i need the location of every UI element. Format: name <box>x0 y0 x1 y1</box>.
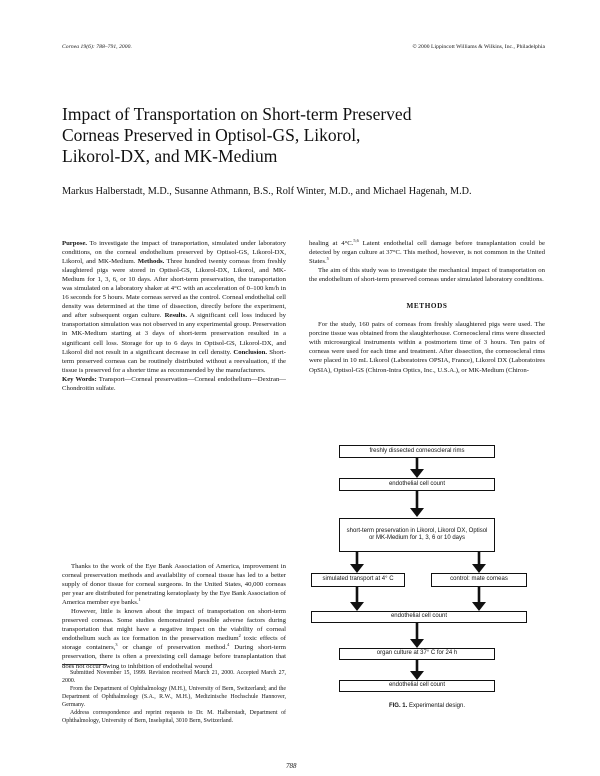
results-text: A significant cell loss induced by transportation simulation was not observed in any experimental group. Preservation in MK-Medium starting at 3 days of short-term preservation resulted in a significant cell loss. Storage for up to 6 days in Optisol-GS, Likorol-DX, and Likorol did not result in a significant decrease in cell density. <box>62 312 286 356</box>
footnote-received: Submitted November 15, 1999. Revision received March 21, 2000. Accepted March 27, 2000. <box>62 670 286 684</box>
flow-box-dissection: freshly dissected corneoscleral rims <box>339 445 495 458</box>
arrowhead <box>350 602 364 611</box>
abstract <box>62 239 286 393</box>
results-label: Results. <box>164 312 188 320</box>
right-column <box>309 239 545 375</box>
arrowhead <box>350 564 364 573</box>
reference-mark: 2 <box>238 633 241 639</box>
continued-paragraph <box>309 239 545 266</box>
flow-box-cell-count-3: endothelial cell count <box>339 680 495 692</box>
introduction <box>62 562 286 671</box>
arrowhead <box>410 671 424 680</box>
arrowhead <box>472 564 486 573</box>
title-line: Corneas Preserved in Optisol-GS, Likorol, <box>62 125 361 145</box>
conclusion-label: Conclusion. <box>233 348 268 356</box>
reference-mark: 3 <box>115 642 118 648</box>
reference-mark: 4 <box>227 642 230 648</box>
keywords-label: Key Words: <box>62 375 97 383</box>
flow-box-preservation: short-term preservation in Likorol, Likorol DX, Optisol or MK-Medium for 1, 3, 6 or 10 days <box>339 518 495 552</box>
arrowhead <box>472 602 486 611</box>
reference-mark: 5,6 <box>353 237 359 243</box>
footnote-address: Address correspondence and reprint requests to Dr. M. Halberstadt, Department of Ophthalmology, University of Bern, Inselspital, 3010 Bern, Switzerland. <box>62 710 286 724</box>
reference-mark: 5 <box>326 255 329 261</box>
flow-box-cell-count-1: endothelial cell count <box>339 478 495 491</box>
caption-text: Experimental design. <box>407 703 466 709</box>
journal-citation: Cornea 19(6): 788–791, 2000. <box>62 44 132 50</box>
article-title <box>62 104 522 167</box>
footnote-affiliation: From the Department of Ophthalmology (M.H.), University of Bern, Switzerland; and the Department of Ophthalmology (S.A., R.W., M.H.), Medizinische Hochschule Hannover, Germany. <box>62 686 286 708</box>
conclusion-text: Short-term preserved corneas can be routinely distributed without a reevaluation, if the tissue is preserved for a shorter time as recommended by the manufacturers. <box>62 348 286 374</box>
purpose-label: Purpose. <box>62 240 88 247</box>
figure-caption <box>309 703 545 709</box>
intro-paragraph <box>62 607 286 670</box>
methods-paragraph: For the study, 160 pairs of corneas from freshly slaughtered pigs were used. The porcine tissue was obtained from the slaughterhouse. Corneoscleral rims were dissected with microsurgical instruments within a postmortem time of 3 hours. Ten pairs of corneas were used for each time and treatment. After dissection, the corneoscleral rims were placed in 10 mL Likorol (Laboratoires OPSIA, France), Likorol DX (Laboratoires OpSIA), Optisol-GS (Chiron-Intra Optics, Inc., U.S.A.), or MK-Medium (Chiron- <box>309 321 545 374</box>
purpose-text: To investigate the impact of transportation, simulated under laboratory conditions, on the corneal endothelium preserved by Optisol-GS, Likorol-DX, Likorol, and MK-Medium. <box>62 240 286 266</box>
author-list: Markus Halberstadt, M.D., Susanne Athmann, B.S., Rolf Winter, M.D., and Michael Hagenah, M.D. <box>62 186 472 197</box>
intro-text: toxic effects of storage containers, <box>62 635 286 652</box>
caption-label: FIG. 1. <box>388 703 408 709</box>
flow-box-organ-culture: organ culture at 37° C for 24 h <box>339 648 495 660</box>
arrowhead <box>410 469 424 478</box>
footnotes <box>62 669 286 725</box>
aim-paragraph: The aim of this study was to investigate the mechanical impact of transportation on the endothelium of short-term preserved corneas under simulated laboratory conditions. <box>309 267 545 284</box>
body-text: Latent endothelial cell damage before transplantation could be detected by organ culture at 37°C. This method, however, is not common in the United States. <box>309 240 545 266</box>
arrowhead <box>410 508 424 517</box>
title-line: Impact of Transportation on Short-term Preserved <box>62 104 412 124</box>
body-text: healing at 4°C. <box>309 240 354 247</box>
intro-text: or change of preservation method. <box>117 644 228 652</box>
intro-text: Thanks to the work of the Eye Bank Association of America, improvement in corneal preservation methods and availability of corneal tissue has led to a better supply of donor tissue for corneal surgeons. In the United States, 40,000 corneas per year are distributed for penetrating keratoplasty by the Eye Bank Association of America member eye banks. <box>62 563 286 607</box>
methods-label: Methods. <box>137 258 165 266</box>
arrowhead <box>410 639 424 648</box>
copyright-line: © 2000 Lippincott Williams & Wilkins, Inc., Philadelphia <box>412 44 545 50</box>
footnote-rule <box>62 664 107 665</box>
reference-mark: 1 <box>138 596 141 602</box>
methods-text: Three hundred twenty corneas from freshly slaughtered pigs were stored in Optisol-GS, Likorol-DX, Likorol, and MK-Medium for 1, 3, 6, or 10 days. After short-term preservation, the transportation was simulated on a laboratory shaker at 4°C with an acceleration of 0–100 km/h in 16 seconds for 5 hours. Mate corneas served as the control. Corneal endothelial cell density was determined at the time of dissection, directly before the experiment, and after subsequent organ culture. <box>62 258 286 320</box>
flow-box-simulated-transport: simulated transport at 4° C <box>311 573 405 587</box>
section-heading-methods: METHODS <box>406 302 448 311</box>
title-line: Likorol-DX, and MK-Medium <box>62 146 278 166</box>
figure-1-flowchart <box>309 441 545 753</box>
intro-text: However, little is known about the impact of transportation on short-term preserved corneas. Some studies demonstrated possible adverse factors during transportation that might have a negative impact on the viability of corneal endothelium such as ice formation in the preservation medium <box>62 608 286 643</box>
page-number: 788 <box>286 762 297 770</box>
keywords-text: Transport—Corneal preservation—Corneal endothelium—Dextran—Chondroitin sulfate. <box>62 375 286 392</box>
flow-box-control: control: mate corneas <box>431 573 527 587</box>
intro-text: During short-term preservation, there is often a preexisting cell damage before transplantation that does not occur owing to inhibition of endothelial wound <box>62 644 286 670</box>
flow-box-cell-count-2: endothelial cell count <box>311 611 527 623</box>
intro-paragraph <box>62 562 286 607</box>
